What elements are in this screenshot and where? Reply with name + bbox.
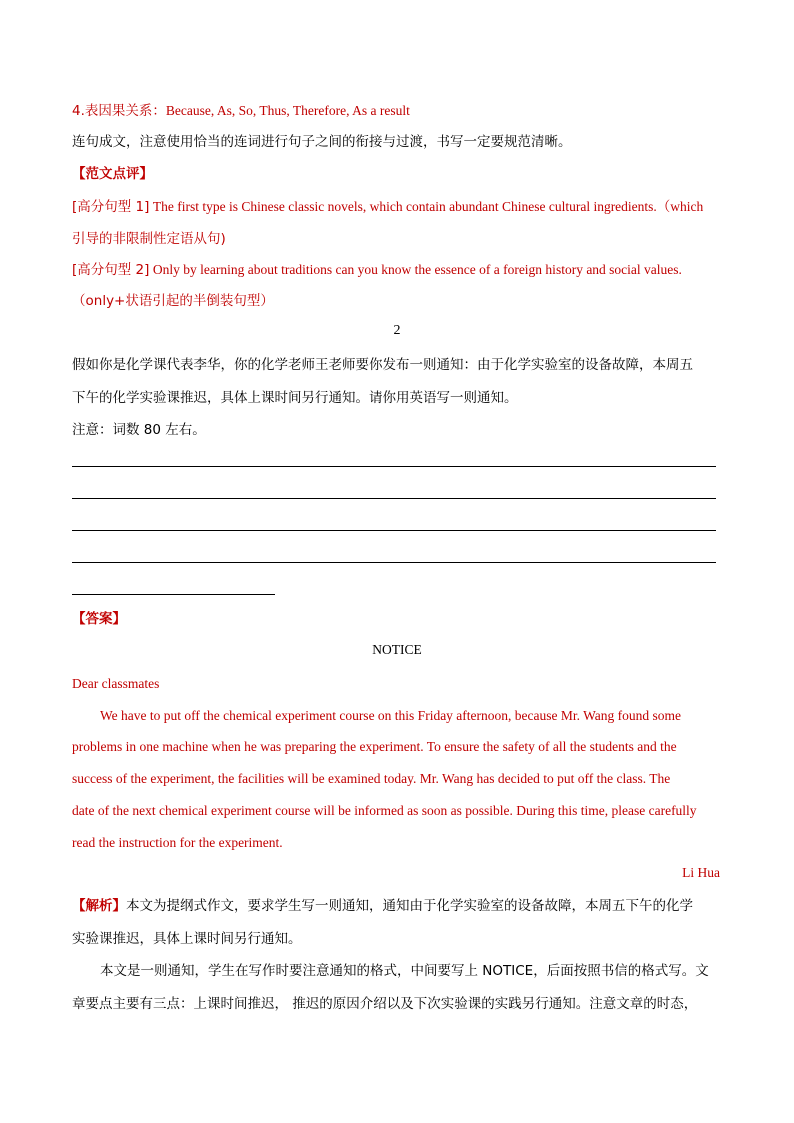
notice-body-line: success of the experiment, the facilities will be examined today. Mr. Wang has decided to put off the class. The — [72, 771, 671, 786]
answer-heading: 【答案】 — [72, 611, 126, 627]
analysis-heading: 【解析】 — [72, 898, 126, 914]
section4-line — [72, 101, 410, 122]
notice-body-line: date of the next chemical experiment course will be informed as soon as possible. During this time, please carefully — [72, 803, 697, 818]
analysis-line3: 本文是一则通知，学生在写作时要注意通知的格式，中间要写上 NOTICE，后面按照书信的格式写。文 — [100, 963, 709, 979]
analysis-text1: 本文为提纲式作文，要求学生写一则通知，通知由于化学实验室的设备故障，本周五下午的化学 — [126, 898, 693, 914]
answer-rule-1 — [72, 466, 716, 467]
answer-rule-5 — [72, 594, 275, 595]
notice-body-line: problems in one machine when he was preparing the experiment. To ensure the safety of all the students and the — [72, 739, 677, 754]
intro-line: 连句成文，注意使用恰当的连词进行句子之间的衔接与过渡，书写一定要规范清晰。 — [72, 134, 572, 150]
highlight2-tag: [高分句型 2] — [72, 262, 150, 278]
highlight1-sentence: The first type is Chinese classic novels, which contain abundant Chinese cultural ingredients.（which — [152, 199, 704, 214]
highlight1-note: 引导的非限制性定语从句) — [72, 231, 226, 247]
analysis-line2: 实验课推迟，具体上课时间另行通知。 — [72, 931, 302, 947]
analysis-line1 — [72, 896, 693, 917]
highlight1-line — [72, 197, 703, 218]
prompt-line2: 下午的化学实验课推迟，具体上课时间另行通知。请你用英语写一则通知。 — [72, 390, 518, 406]
prompt-note: 注意：词数 80 左右。 — [72, 422, 206, 438]
answer-rule-4 — [72, 562, 716, 563]
analysis-line4: 章要点主要有三点：上课时间推迟， 推迟的原因介绍以及下次实验课的实践另行通知。注意文章的时态， — [72, 996, 698, 1012]
answer-rule-3 — [72, 530, 716, 531]
notice-greeting: Dear classmates — [72, 676, 160, 691]
section4-label: 4.表因果关系： — [72, 103, 166, 119]
answer-rule-2 — [72, 498, 716, 499]
prompt-line1: 假如你是化学课代表李华，你的化学老师王老师要你发布一则通知：由于化学实验室的设备故障，本周五 — [72, 357, 693, 373]
notice-body-line: read the instruction for the experiment. — [72, 835, 283, 850]
notice-body-line: We have to put off the chemical experiment course on this Friday afternoon, because Mr. Wang found some — [100, 708, 682, 723]
highlight2-sentence: Only by learning about traditions can you know the essence of a foreign history and social values. — [152, 262, 682, 277]
highlight2-note: （only+状语引起的半倒装句型） — [72, 293, 274, 309]
review-heading: 【范文点评】 — [72, 166, 153, 182]
notice-signature: Li Hua — [682, 865, 720, 880]
notice-title: NOTICE — [372, 642, 422, 657]
highlight1-tag: [高分句型 1] — [72, 199, 150, 215]
highlight2-line — [72, 260, 682, 281]
question-number: 2 — [393, 323, 401, 338]
section4-words: Because, As, So, Thus, Therefore, As a result — [165, 103, 410, 118]
